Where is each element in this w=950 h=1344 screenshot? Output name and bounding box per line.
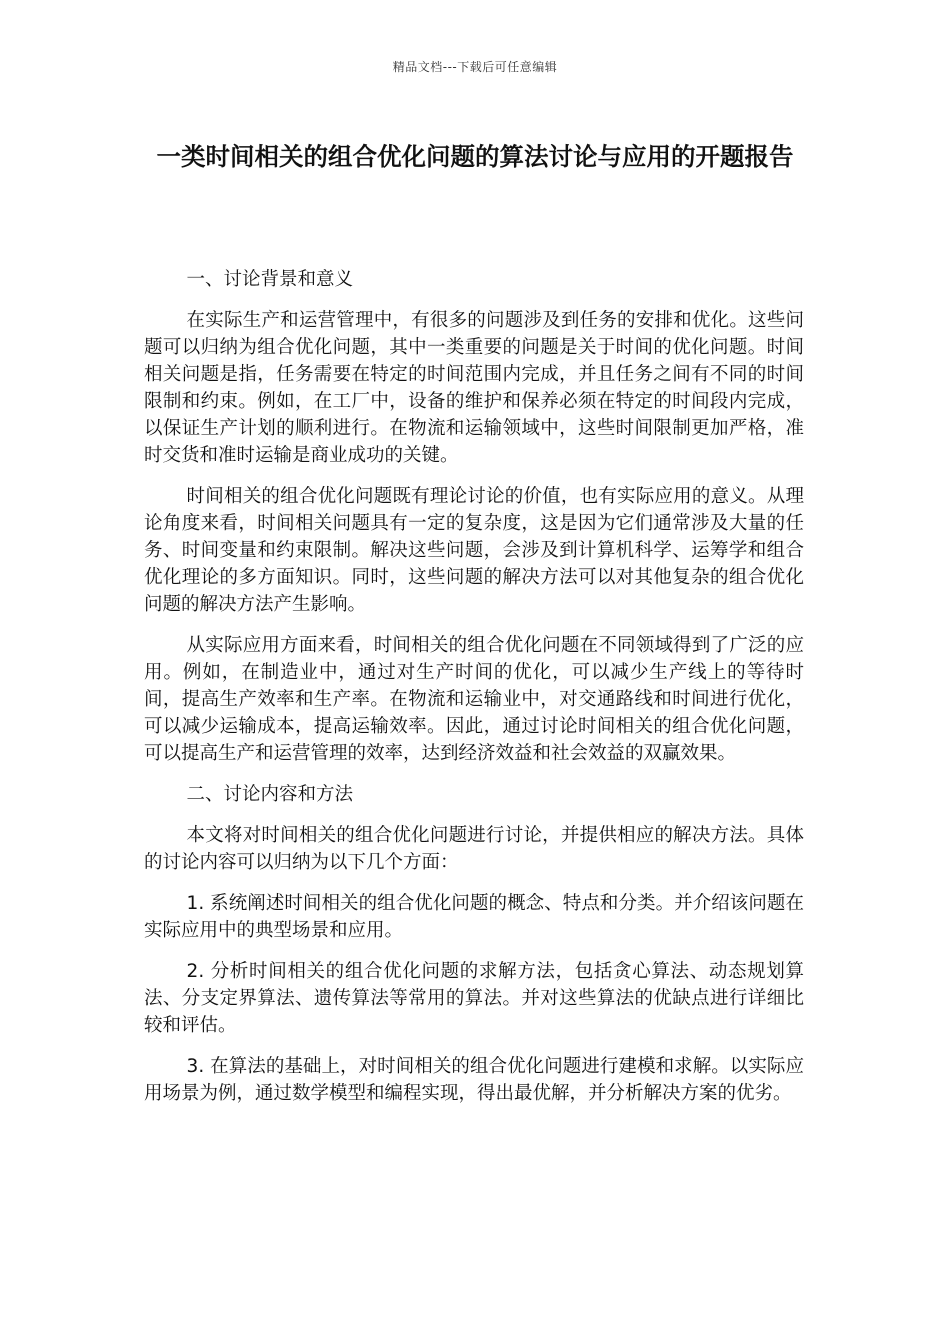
paragraph: 从实际应用方面来看，时间相关的组合优化问题在不同领域得到了广泛的应用。例如，在制造业中，通过对生产时间的优化，可以减少生产线上的等待时间，提高生产效率和生产率。在物流和运输业中，对交通路线和时间进行优化，可以减少运输成本，提高运输效率。因此，通过讨论时间相关的组合优化问题，可以提高生产和运营管理的效率，达到经济效益和社会效益的双赢效果。: [144, 635, 804, 764]
list-item: 2. 分析时间相关的组合优化问题的求解方法，包括贪心算法、动态规划算法、分支定界算法、遗传算法等常用的算法。并对这些算法的优缺点进行详细比较和评估。: [144, 961, 804, 1036]
document-title: 一类时间相关的组合优化问题的算法讨论与应用的开题报告: [156, 142, 794, 171]
paragraph: 在实际生产和运营管理中，有很多的问题涉及到任务的安排和优化。这些问题可以归纳为组合优化问题，其中一类重要的问题是关于时间的优化问题。时间相关问题是指，任务需要在特定的时间范围内完成，并且任务之间有不同的时间限制和约束。例如，在工厂中，设备的维护和保养必须在特定的时间段内完成，以保证生产计划的顺利进行。在物流和运输领域中，这些时间限制更加严格，准时交货和准时运输是商业成功的关键。: [144, 310, 804, 466]
list-item: 3. 在算法的基础上，对时间相关的组合优化问题进行建模和求解。以实际应用场景为例，通过数学模型和编程实现，得出最优解，并分析解决方案的优劣。: [144, 1056, 804, 1104]
section-heading-background: 一、讨论背景和意义: [186, 269, 354, 290]
document-body: [144, 266, 804, 1121]
header-note: 精品文档---下载后可任意编辑: [392, 60, 558, 74]
section-heading-content-methods: 二、讨论内容和方法: [186, 784, 354, 805]
paragraph: 本文将对时间相关的组合优化问题进行讨论，并提供相应的解决方法。具体的讨论内容可以归纳为以下几个方面：: [144, 825, 804, 873]
paragraph: 时间相关的组合优化问题既有理论讨论的价值，也有实际应用的意义。从理论角度来看，时间相关问题具有一定的复杂度，这是因为它们通常涉及大量的任务、时间变量和约束限制。解决这些问题，会涉及到计算机科学、运筹学和组合优化理论的多方面知识。同时，这些问题的解决方法可以对其他复杂的组合优化问题的解决方法产生影响。: [144, 486, 804, 615]
list-item: 1. 系统阐述时间相关的组合优化问题的概念、特点和分类。并介绍该问题在实际应用中的典型场景和应用。: [144, 893, 804, 941]
